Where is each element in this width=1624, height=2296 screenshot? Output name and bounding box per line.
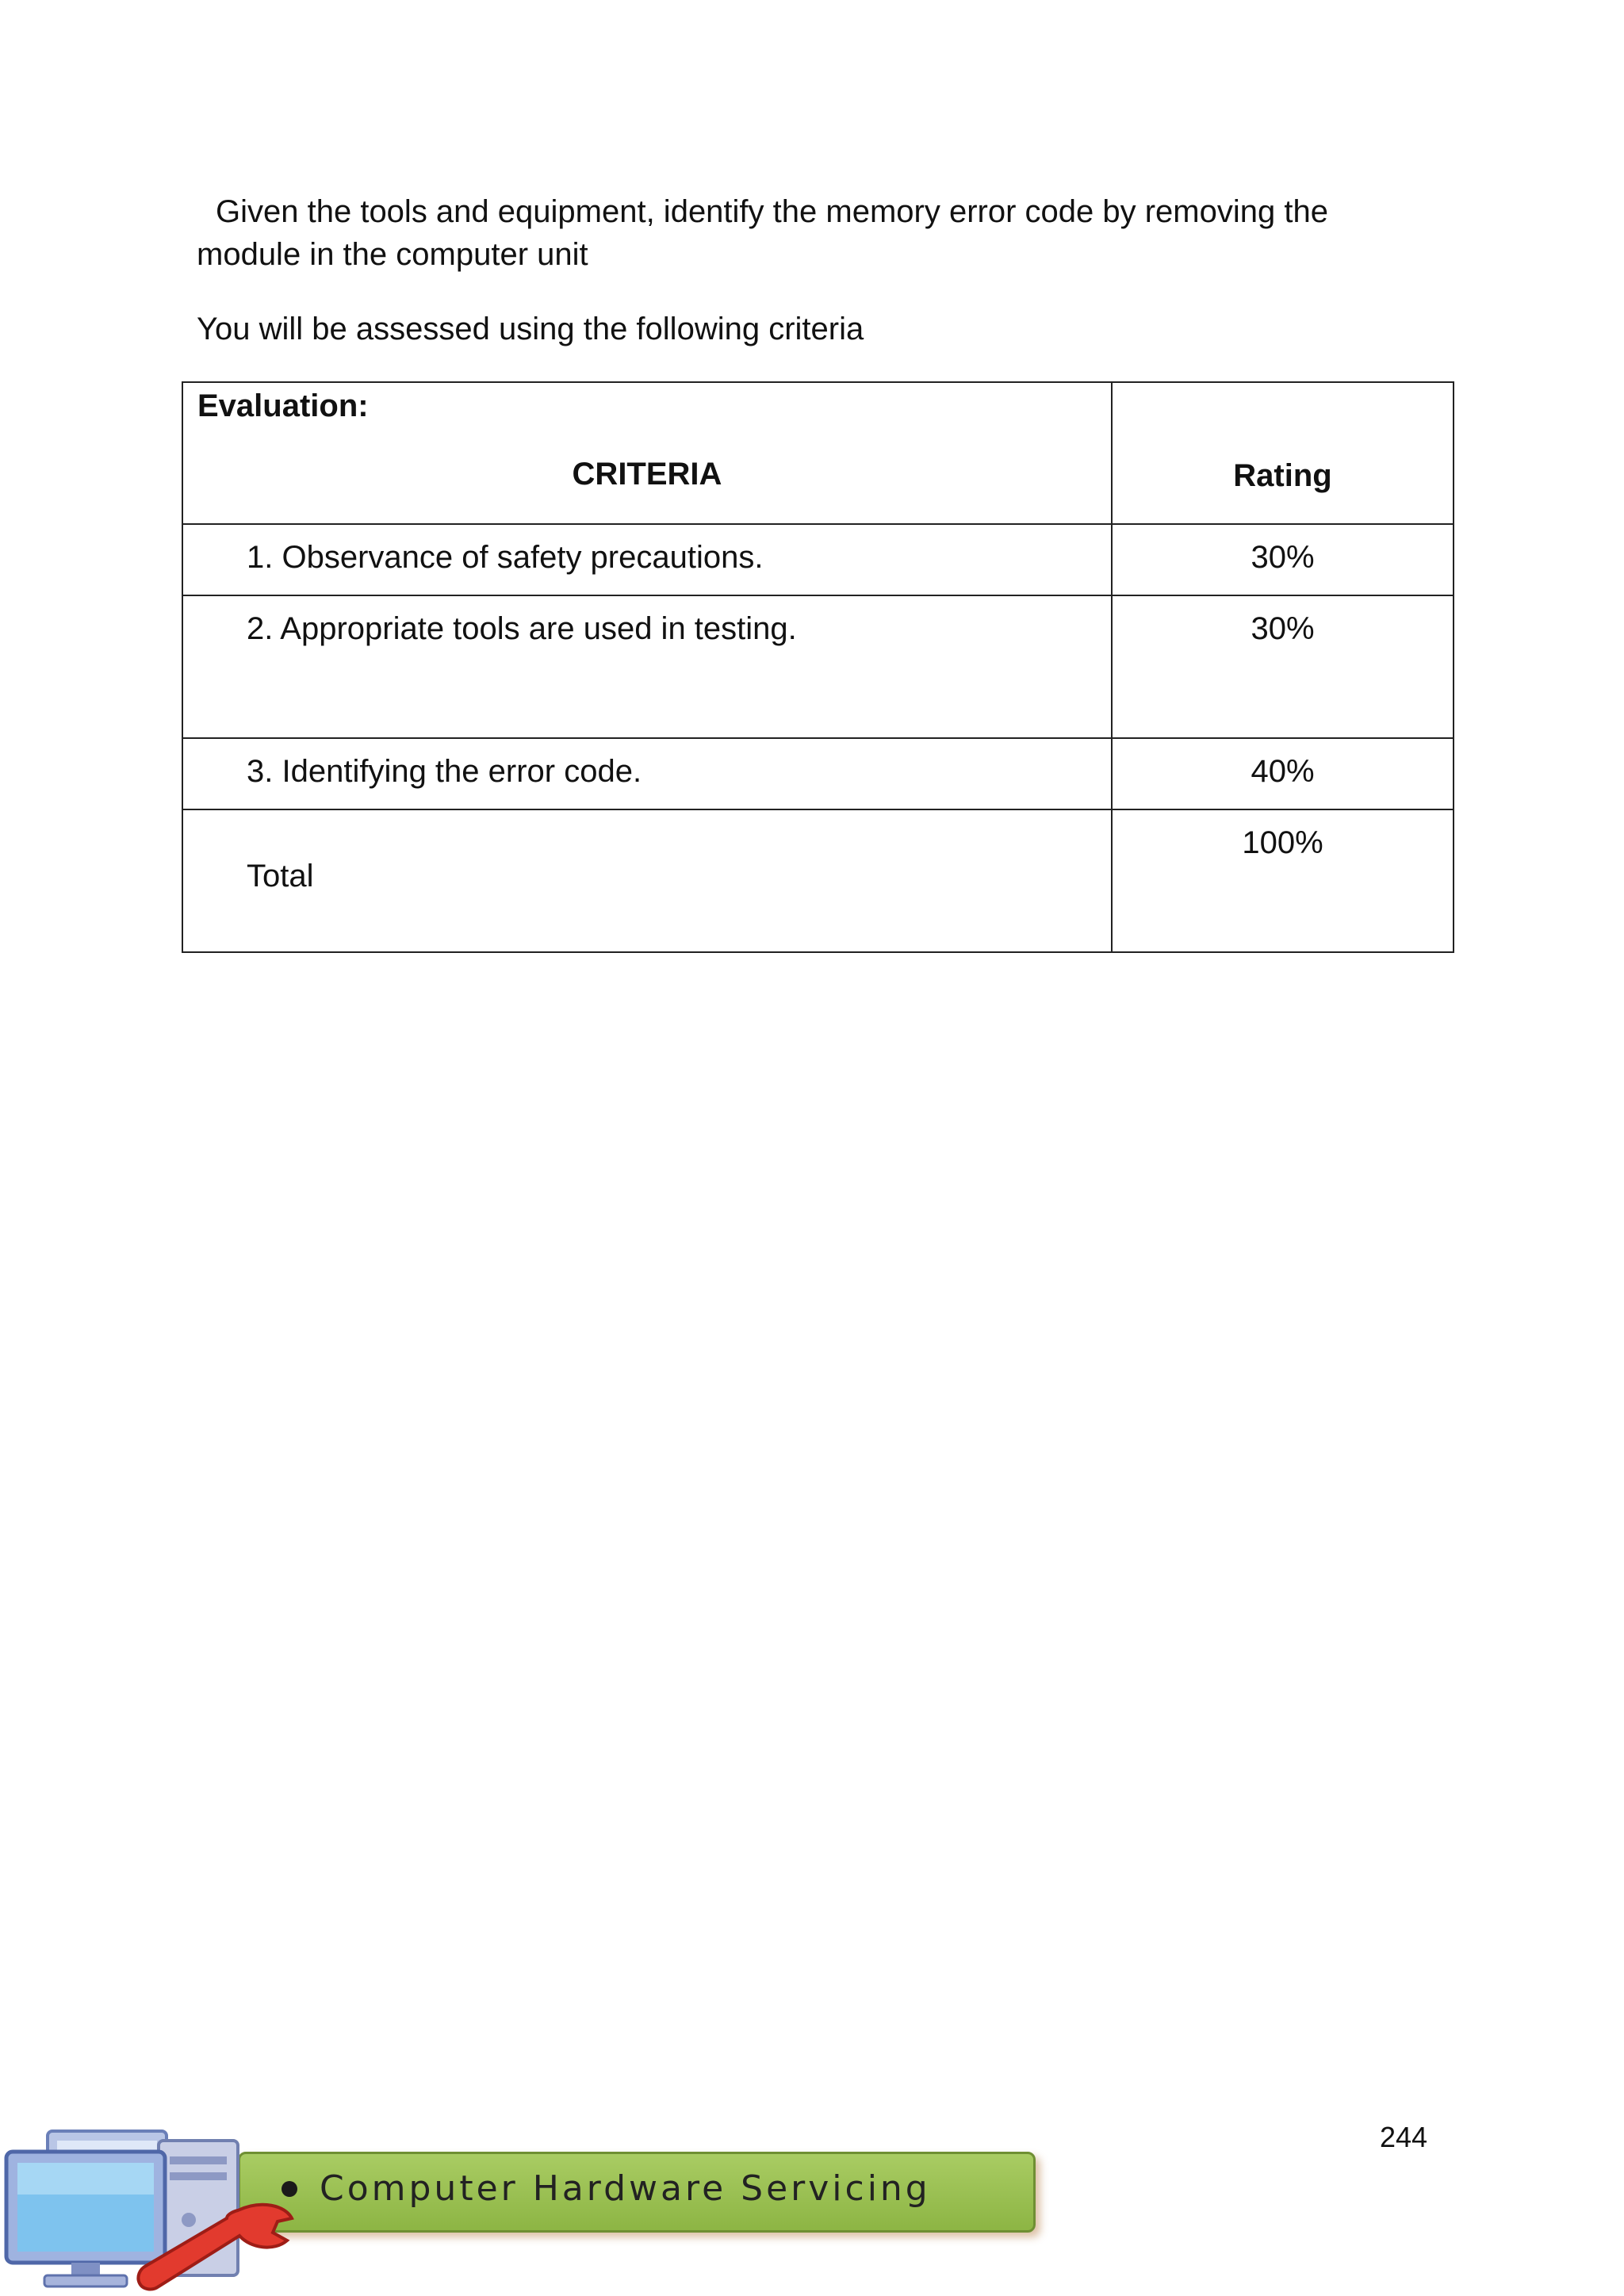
- rating-header: Rating: [1233, 458, 1332, 493]
- total-rating-value: 100%: [1242, 825, 1323, 860]
- criterion-text: 3. Identifying the error code.: [247, 754, 642, 789]
- criterion-cell: [182, 595, 1112, 738]
- criteria-header: CRITERIA: [572, 457, 722, 492]
- rating-cell: [1112, 524, 1454, 595]
- table-row: [182, 738, 1454, 809]
- rating-value: 30%: [1251, 611, 1315, 646]
- total-label: Total: [247, 859, 314, 894]
- total-label-cell: [182, 809, 1112, 952]
- rating-header-cell: [1112, 382, 1454, 524]
- criterion-text: 1. Observance of safety precautions.: [247, 540, 764, 575]
- criterion-cell: [182, 524, 1112, 595]
- rating-cell: [1112, 738, 1454, 809]
- assessment-text: You will be assessed using the following criteria: [197, 312, 864, 346]
- table-row: [182, 524, 1454, 595]
- criterion-text: 2. Appropriate tools are used in testing.: [247, 611, 797, 646]
- evaluation-label: Evaluation:: [197, 388, 369, 423]
- page-number: 244: [1380, 2121, 1428, 2153]
- rating-cell: [1112, 595, 1454, 738]
- footer-banner: [238, 2152, 1036, 2233]
- intro-line-2: module in the computer unit: [197, 237, 588, 272]
- table-row: [182, 595, 1454, 738]
- criteria-header-cell: [182, 382, 1112, 524]
- total-row: [182, 809, 1454, 952]
- evaluation-table: [182, 381, 1454, 953]
- rating-value: 40%: [1251, 754, 1315, 789]
- computer-repair-icon: [0, 2117, 317, 2296]
- total-rating-cell: [1112, 809, 1454, 952]
- intro-line-1: Given the tools and equipment, identify the memory error code by removing the: [216, 194, 1328, 229]
- intro-paragraph: [197, 190, 1434, 276]
- criterion-cell: [182, 738, 1112, 809]
- banner-title: Computer Hardware Servicing: [320, 2168, 931, 2209]
- rating-value: 30%: [1251, 540, 1315, 575]
- table-header-row: [182, 382, 1454, 524]
